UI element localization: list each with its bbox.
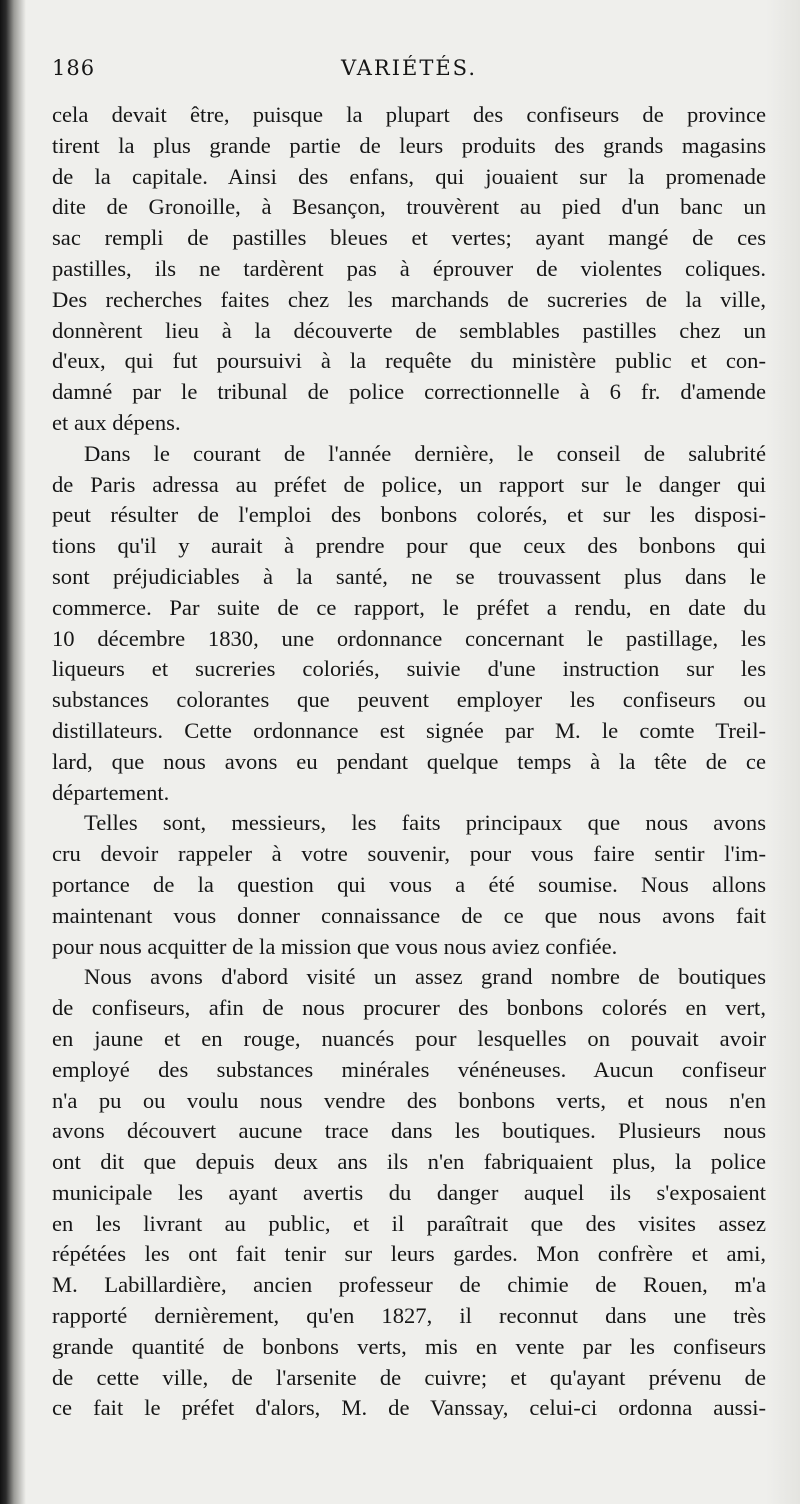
text-line: ce fait le préfet d'alors, M. de Vanssay, celui-ci ordonna aussi- [52, 1395, 766, 1421]
text-line: pour nous acquitter de la mission que vous nous aviez confiée. [52, 933, 618, 959]
text-line: 10 décembre 1830, une ordonnance concernant le pastillage, les [52, 625, 766, 651]
text-line: distillateurs. Cette ordonnance est signée par M. le comte Treil- [52, 717, 766, 743]
text-line: grande quantité de bonbons verts, mis en vente par les confiseurs [52, 1333, 766, 1359]
text-line: Telles sont, messieurs, les faits principaux que nous avons [84, 810, 766, 836]
text-line: de cette ville, de l'arsenite de cuivre; et qu'ayant prévenu de [52, 1364, 766, 1390]
text-line: liqueurs et sucreries coloriés, suivie d'une instruction sur les [52, 656, 766, 682]
text-line: dite de Gronoille, à Besançon, trouvèrent au pied d'un banc un [52, 194, 766, 220]
text-line: en les livrant au public, et il paraîtrait que des visites assez [52, 1210, 766, 1236]
text-line: cru devoir rappeler à votre souvenir, pour vous faire sentir l'im- [52, 841, 766, 867]
text-line: n'a pu ou voulu nous vendre des bonbons verts, et nous n'en [52, 1087, 766, 1113]
body-text [52, 100, 766, 1424]
text-line: en jaune et en rouge, nuancés pour lesquelles on pouvait avoir [52, 1025, 766, 1051]
text-line: et aux dépens. [52, 409, 181, 435]
text-line: M. Labillardière, ancien professeur de chimie de Rouen, m'a [52, 1272, 766, 1298]
text-line: sac rempli de pastilles bleues et vertes; ayant mangé de ces [52, 225, 766, 251]
text-line: rapporté dernièrement, qu'en 1827, il reconnut dans une très [52, 1303, 766, 1329]
text-line: avons découvert aucune trace dans les boutiques. Plusieurs nous [52, 1118, 766, 1144]
text-line: d'eux, qui fut poursuivi à la requête du ministère public et con- [52, 348, 766, 374]
text-line: de confiseurs, afin de nous procurer des bonbons colorés en vert, [52, 995, 766, 1021]
text-line: pastilles, ils ne tardèrent pas à éprouver de violentes coliques. [52, 255, 766, 281]
text-line: département. [52, 779, 170, 805]
text-line: maintenant vous donner connaissance de ce que nous avons fait [52, 902, 766, 928]
text-line: Dans le courant de l'année dernière, le conseil de salubrité [84, 440, 766, 466]
text-line: tirent la plus grande partie de leurs produits des grands magasins [52, 132, 766, 158]
page-number: 186 [52, 56, 96, 80]
text-line: portance de la question qui vous a été soumise. Nous allons [52, 871, 766, 897]
text-line: de Paris adressa au préfet de police, un rapport sur le danger qui [52, 471, 766, 497]
text-line: sont préjudiciables à la santé, ne se trouvassent plus dans le [52, 563, 766, 589]
paragraph [52, 439, 766, 809]
text-line: municipale les ayant avertis du danger auquel ils s'exposaient [52, 1179, 766, 1205]
text-line: ont dit que depuis deux ans ils n'en fabriquaient plus, la police [52, 1149, 766, 1175]
text-line: tions qu'il y aurait à prendre pour que ceux des bonbons qui [52, 533, 766, 559]
running-title: VARIÉTÉS. [341, 56, 477, 80]
paragraph [52, 100, 766, 439]
text-line: donnèrent lieu à la découverte de semblables pastilles chez un [52, 317, 766, 343]
text-line: damné par le tribunal de police correctionnelle à 6 fr. d'amende [52, 379, 766, 405]
running-head [52, 52, 766, 92]
paragraph [52, 808, 766, 962]
text-line: de la capitale. Ainsi des enfans, qui jouaient sur la promenade [52, 163, 766, 189]
facing-page-bleed [766, 0, 800, 1504]
text-line: répétées les ont fait tenir sur leurs gardes. Mon confrère et ami, [52, 1241, 766, 1267]
text-line: Des recherches faites chez les marchands de sucreries de la ville, [52, 286, 766, 312]
text-line: Nous avons d'abord visité un assez grand nombre de boutiques [84, 964, 766, 990]
text-line: employé des substances minérales vénéneuses. Aucun confiseur [52, 1056, 766, 1082]
text-line: cela devait être, puisque la plupart des confiseurs de province [52, 102, 766, 127]
text-line: lard, que nous avons eu pendant quelque temps à la tête de ce [52, 748, 766, 774]
paragraph [52, 962, 766, 1424]
text-line: substances colorantes que peuvent employer les confiseurs ou [52, 687, 766, 713]
text-line: commerce. Par suite de ce rapport, le préfet a rendu, en date du [52, 594, 766, 620]
binding-shadow [0, 0, 26, 1504]
text-line: peut résulter de l'emploi des bonbons colorés, et sur les disposi- [52, 502, 766, 528]
